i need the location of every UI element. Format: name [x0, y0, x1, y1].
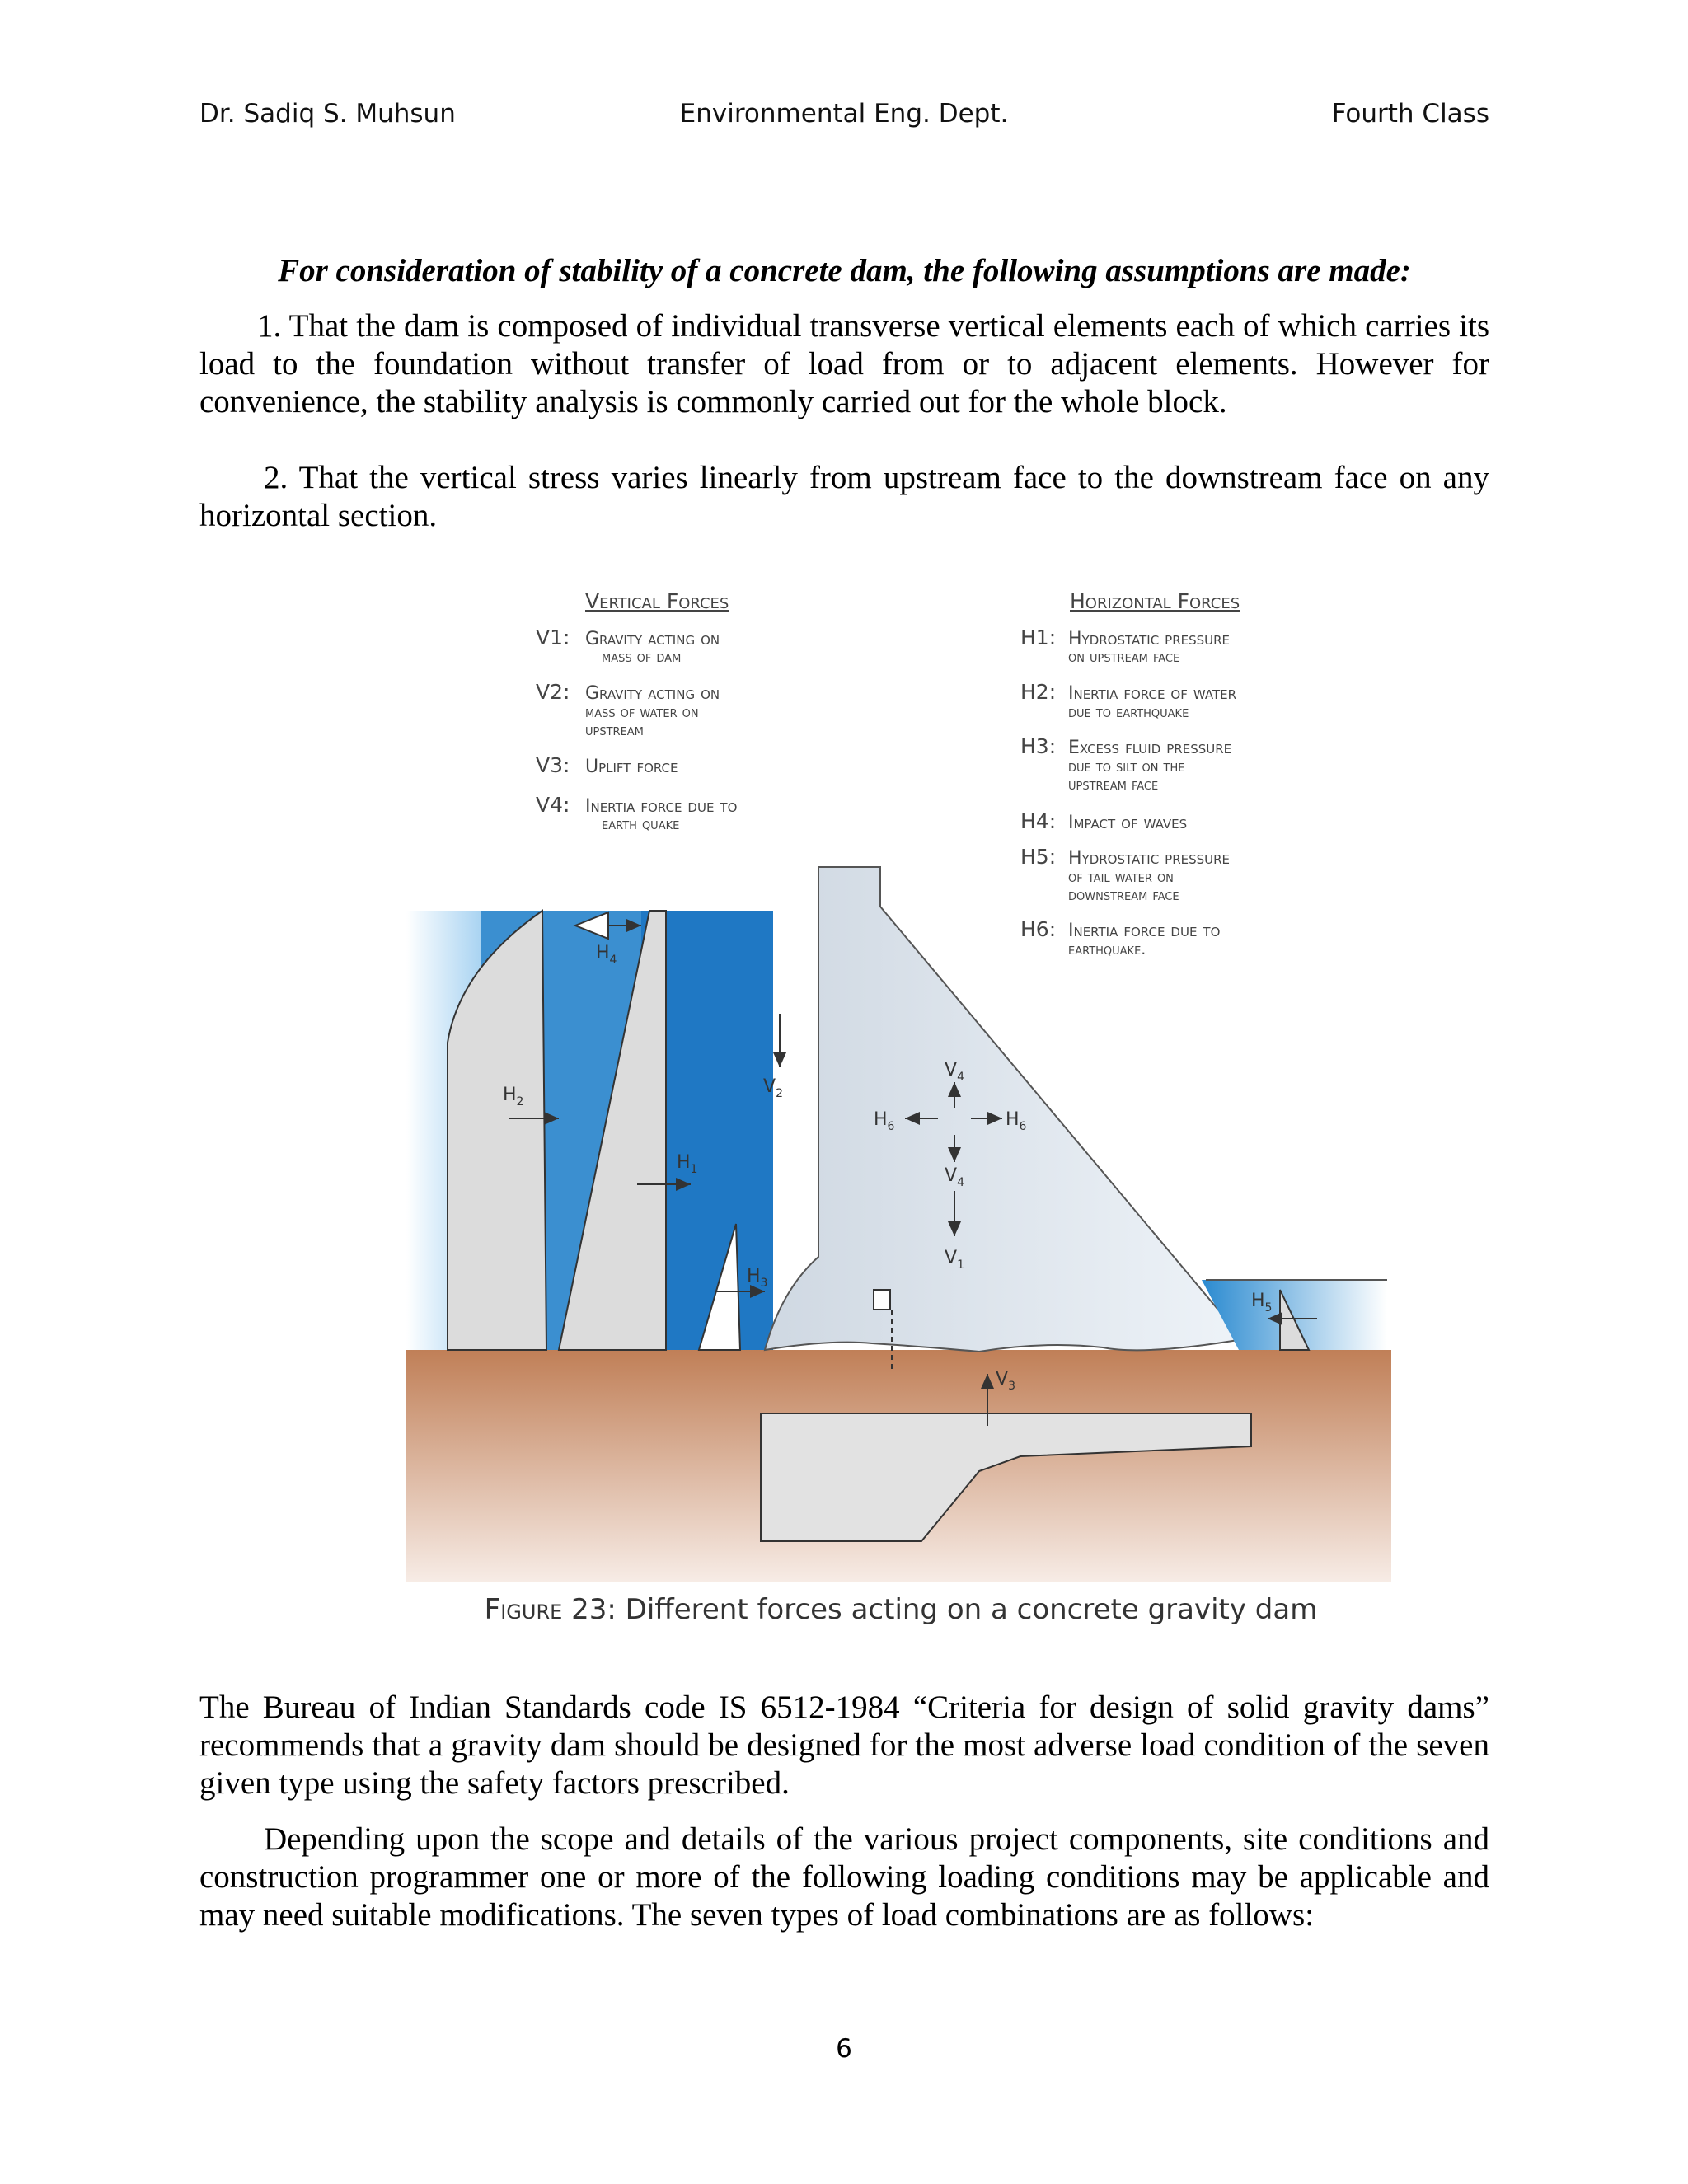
- svg-text:V3:: V3:: [536, 753, 570, 777]
- svg-text:Inertia force due to: Inertia force due to: [1068, 921, 1221, 941]
- header-author: Dr. Sadiq S. Muhsun: [199, 99, 456, 129]
- svg-text:Hydrostatic pressure: Hydrostatic pressure: [1068, 629, 1231, 649]
- label-h6-right: $H_6$: [1006, 1109, 1027, 1133]
- svg-text:V2:: V2:: [536, 680, 570, 704]
- label-h2: $H_2$: [503, 1085, 524, 1108]
- figure-caption: [402, 1593, 1400, 1626]
- svg-text:Hydrostatic pressure: Hydrostatic pressure: [1068, 848, 1231, 869]
- paragraph-bis-code: The Bureau of Indian Standards code IS 6512-1984 “Criteria for design of solid gravity dams” recommends that a gravity dam should be designed for the most adverse load condition of the seven given type using the safety factors prescribed.: [199, 1690, 1489, 1801]
- svg-text:upstream face: upstream face: [1068, 776, 1159, 794]
- svg-text:V1:: V1:: [536, 626, 570, 649]
- svg-text:earthquake.: earthquake.: [1068, 940, 1146, 958]
- header-department: Environmental Eng. Dept.: [679, 99, 1009, 129]
- svg-text:Gravity acting on: Gravity acting on: [585, 683, 720, 704]
- svg-text:H6:: H6:: [1020, 917, 1057, 941]
- svg-text:downstream face: downstream face: [1068, 886, 1179, 904]
- svg-text:Inertia force due to: Inertia force due to: [585, 796, 738, 817]
- svg-text:of tail water on: of tail water on: [1068, 868, 1174, 886]
- drain-gallery: [874, 1290, 890, 1310]
- svg-text:mass of water on: mass of water on: [585, 703, 699, 721]
- label-h6-left: $H_6$: [874, 1109, 895, 1133]
- svg-text:Excess fluid pressure: Excess fluid pressure: [1068, 738, 1232, 758]
- label-v2: $V_2$: [763, 1076, 783, 1100]
- figure-caption-text: 23: Different forces acting on a concrete gravity dam: [571, 1593, 1318, 1626]
- svg-text:earth quake: earth quake: [602, 815, 680, 833]
- svg-text:due to silt on the: due to silt on the: [1068, 757, 1185, 776]
- svg-text:due to earthquake: due to earthquake: [1068, 703, 1189, 721]
- page-number: 6: [836, 2034, 852, 2064]
- svg-text:V4:: V4:: [536, 793, 570, 817]
- paragraph-load-combinations: Depending upon the scope and details of the various project components, site conditions and construction programmer one or more of the following loading conditions may be applicable and may need suitable modifications. The seven types of load combinations are as follows:: [199, 1821, 1489, 1933]
- label-v3: $V_3$: [996, 1369, 1015, 1393]
- label-v4-bottom: $V_4$: [945, 1165, 964, 1189]
- svg-text:H5:: H5:: [1020, 845, 1057, 869]
- label-v1: $V_1$: [945, 1248, 964, 1272]
- header-class: Fourth Class: [1331, 99, 1489, 129]
- vertical-forces-title: Vertical Forces: [585, 589, 729, 613]
- label-h1: $H_1$: [677, 1152, 698, 1176]
- svg-text:H1:: H1:: [1020, 626, 1057, 649]
- svg-text:Inertia force of water: Inertia force of water: [1068, 683, 1237, 704]
- svg-text:upstream: upstream: [585, 721, 644, 739]
- section-heading: For consideration of stability of a concrete dam, the following assumptions are made:: [278, 253, 1411, 288]
- svg-text:H3:: H3:: [1020, 734, 1057, 758]
- label-h5: $H_5$: [1251, 1291, 1273, 1315]
- svg-text:H4:: H4:: [1020, 809, 1057, 833]
- svg-text:Uplift force: Uplift force: [585, 757, 678, 777]
- horizontal-forces-title: Horizontal Forces: [1070, 589, 1240, 613]
- svg-text:Gravity acting on: Gravity acting on: [585, 629, 720, 649]
- svg-text:Impact of waves: Impact of waves: [1068, 813, 1188, 833]
- assumption-2: 2. That the vertical stress varies linearly from upstream face to the downstream face on any horizontal section.: [199, 460, 1489, 533]
- svg-text:mass of dam: mass of dam: [602, 648, 682, 666]
- label-h4: $H_4$: [596, 943, 617, 967]
- assumption-1: 1. That the dam is composed of individual transverse vertical elements each of which carries its load to the foundation without transfer of load from or to adjacent elements. However for convenience, the stability analysis is commonly carried out for the whole block.: [199, 308, 1489, 419]
- svg-text:on upstream face: on upstream face: [1068, 648, 1180, 666]
- svg-text:H2:: H2:: [1020, 680, 1057, 704]
- label-h3: $H_3$: [747, 1266, 768, 1290]
- figure-caption-label: Figure: [484, 1593, 563, 1626]
- dam-forces-figure: [402, 581, 1400, 1582]
- label-v4-top: $V_4$: [945, 1060, 964, 1084]
